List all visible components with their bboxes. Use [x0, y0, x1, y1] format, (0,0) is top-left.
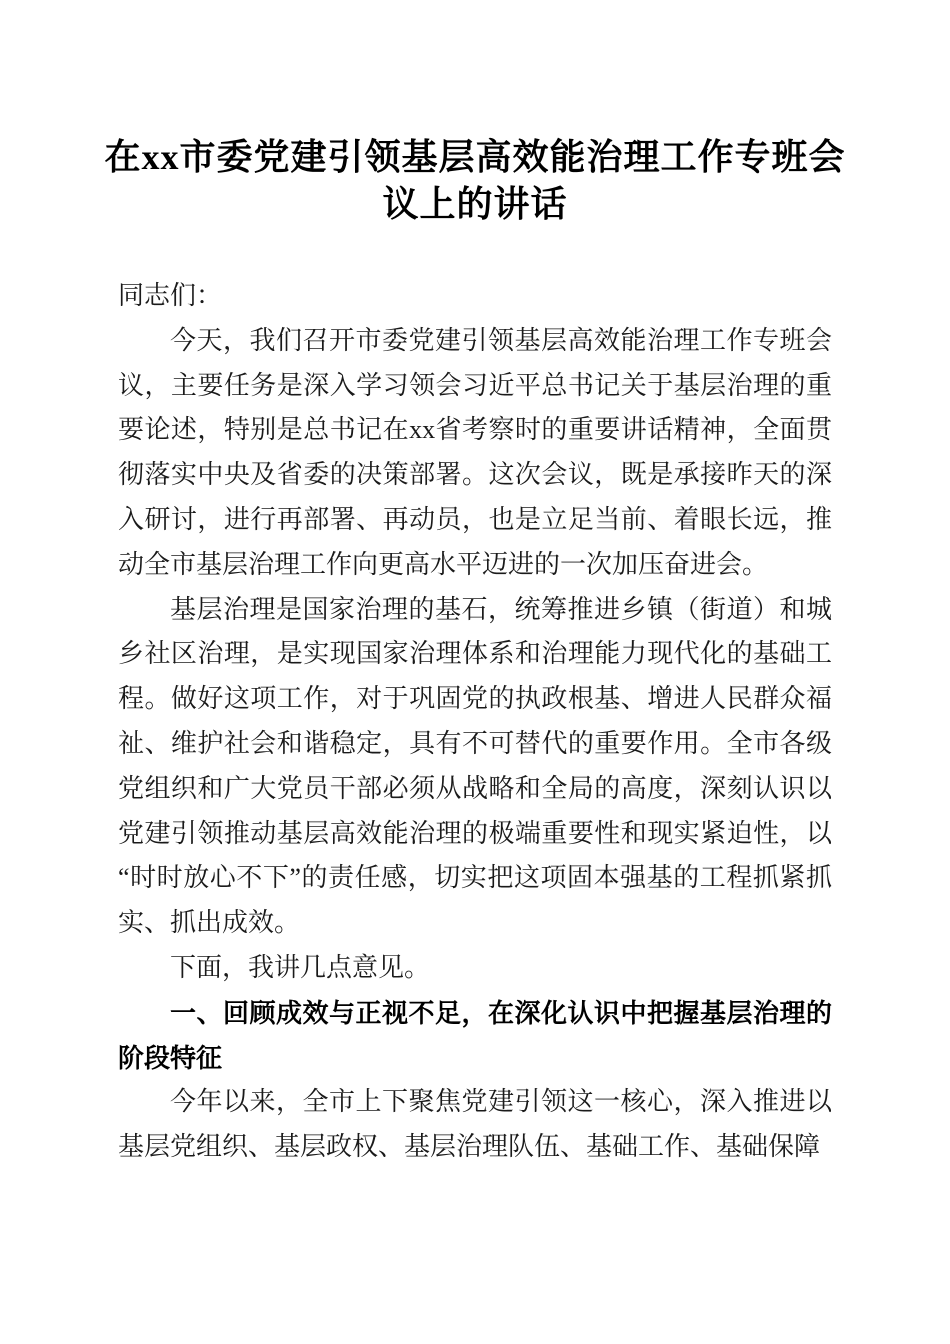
paragraph-transition: 下面，我讲几点意见。: [170, 952, 431, 982]
paragraph-section-intro: 今年以来，全市上下聚焦党建引领这一核心，深入推进以基层党组织、基层政权、基层治理队伍、基础工作、基础保障: [118, 1087, 832, 1162]
salutation-line: 同志们：: [118, 281, 223, 310]
document-title: 在xx市委党建引领基层高效能治理工作专班会议上的讲话: [104, 137, 846, 224]
section-heading-1: 一、回顾成效与正视不足，在深化认识中把握基层治理的阶段特征: [118, 997, 832, 1073]
paragraph-governance-importance: 基层治理是国家治理的基石，统筹推进乡镇（街道）和城乡社区治理，是实现国家治理体系和治理能力现代化的基础工程。做好这项工作，对于巩固党的执政根基、增进人民群众福祉、维护社会和谐稳定，具有不可替代的重要作用。全市各级党组织和广大党员干部必须从战略和全局的高度，深刻认识以党建引领推动基层高效能治理的极端重要性和现实紧迫性，以“时时放心不下”的责任感，切实把这项固本强基的工程抓紧抓实、抓出成效。: [118, 594, 832, 938]
paragraph-meeting-purpose: 今天，我们召开市委党建引领基层高效能治理工作专班会议，主要任务是深入学习领会习近平总书记关于基层治理的重要论述，特别是总书记在xx省考察时的重要讲话精神，全面贯彻落实中央及省委的决策部署。这次会议，既是承接昨天的深入研讨，进行再部署、再动员，也是立足当前、着眼长远，推动全市基层治理工作向更高水平迈进的一次加压奋进会。: [118, 325, 832, 579]
